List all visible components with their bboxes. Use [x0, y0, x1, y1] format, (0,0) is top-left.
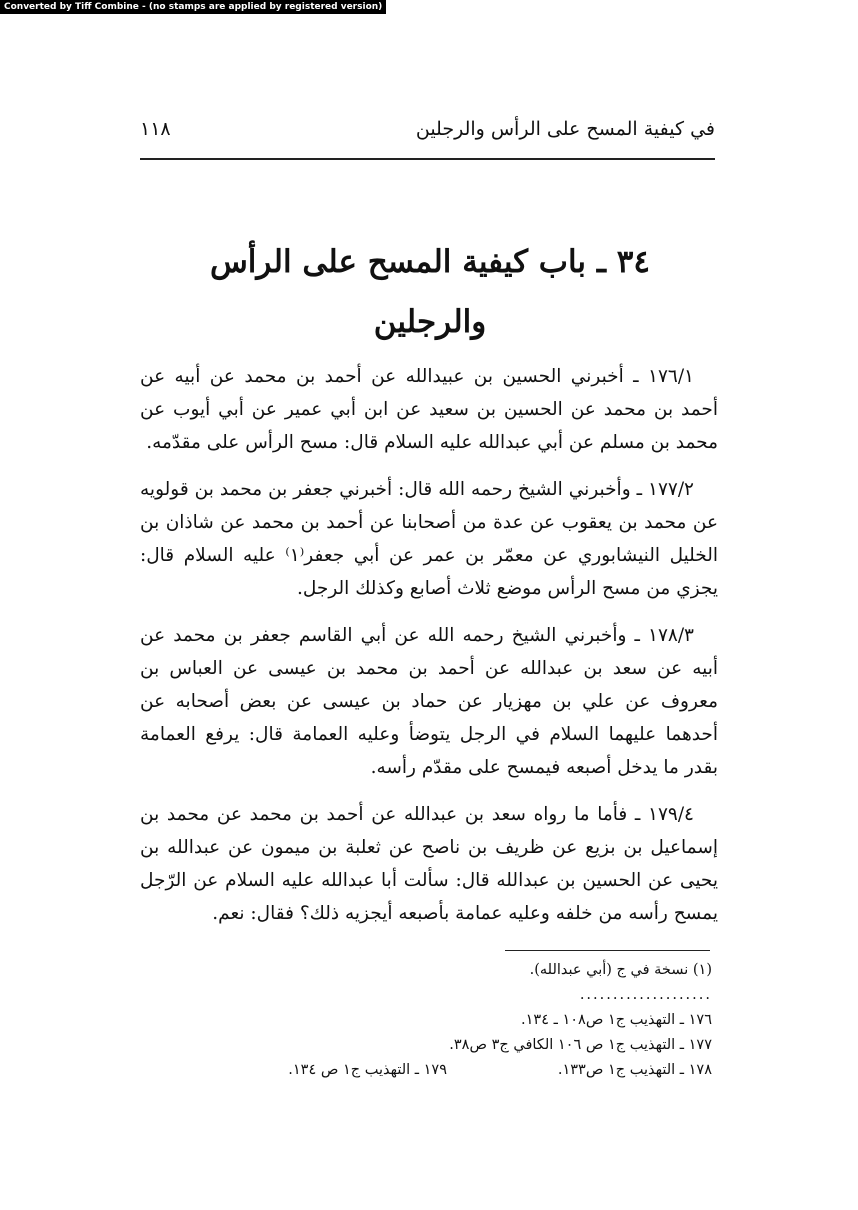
converter-banner: Converted by Tiff Combine - (no stamps are applied by registered version) — [0, 0, 386, 14]
hadith-paragraph: ١٧٦/١ ـ أخبرني الحسين بن عبيدالله عن أحمد بن محمد عن أبيه عن أحمد بن محمد عن الحسين بن سعيد عن ابن أبي عمير عن أبي أيوب عن محمد بن مسلم عن أبي عبدالله عليه السلام قال: مسح الرأس على مقدّمه. — [140, 366, 718, 453]
body-text — [140, 360, 718, 944]
hadith-paragraph: ١٧٩/٤ ـ فأما ما رواه سعد بن عبدالله عن أحمد بن محمد عن محمد بن إسماعيل بن بزيع عن ظريف بن ناصح عن ثعلبة بن ميمون عن عبدالله بن يحيى عن الحسين بن عبدالله قال: سألت أبا عبدالله عليه السلام عن الرّجل يمسح رأسه من خلفه وعليه عمامة بأصبعه أيجزيه ذلك؟ فقال: نعم. — [140, 804, 718, 924]
hadith-paragraph: ١٧٨/٣ ـ وأخبرني الشيخ رحمه الله عن أبي القاسم جعفر بن محمد عن أبيه عن سعد بن عبدالله عن أحمد بن محمد بن عيسى عن العباس بن معروف عن علي بن مهزيار عن حماد بن عيسى عن بعض أصحابه عن أحدهما عليهما السلام في الرجل يتوضأ وعليه العمامة قال: يرفع العمامة بقدر ما يدخل أصبعه فيمسح على مقدّم رأسه. — [140, 625, 718, 778]
footnote-separator: .................... — [579, 987, 712, 1003]
running-header — [140, 118, 715, 154]
chapter-title: ٣٤ ـ باب كيفية المسح على الرأس والرجلين — [209, 244, 651, 340]
source-ref: ١٧٩ ـ التهذيب ج١ ص ١٣٤. — [288, 1062, 447, 1078]
source-ref: ١٧٨ ـ التهذيب ج١ ص١٣٣. — [557, 1062, 712, 1078]
page-number: ١١٨ — [140, 118, 171, 140]
footnote-rule — [505, 950, 710, 951]
source-ref-row — [140, 1058, 712, 1083]
source-ref: ١٧٧ ـ التهذيب ج١ ص ١٠٦ الكافي ج٣ ص٣٨. — [449, 1037, 712, 1053]
source-ref: ١٧٦ ـ التهذيب ج١ ص١٠٨ ـ ١٣٤. — [521, 1012, 712, 1028]
header-rule — [140, 158, 715, 160]
footnotes — [140, 958, 712, 1083]
footnote-1: (١) نسخة في ج (أبي عبدالله). — [529, 962, 712, 978]
running-title: في كيفية المسح على الرأس والرجلين — [415, 118, 715, 140]
hadith-paragraph: ١٧٧/٢ ـ وأخبرني الشيخ رحمه الله قال: أخبرني جعفر بن محمد بن قولويه عن محمد بن يعقوب عن عدة من أصحابنا عن أحمد بن محمد عن شاذان بن الخليل النيشابوري عن معمّر بن عمر عن أبي جعفر⁽١⁾ عليه السلام قال: يجزي من مسح الرأس موضع ثلاث أصابع وكذلك الرجل. — [140, 479, 719, 599]
